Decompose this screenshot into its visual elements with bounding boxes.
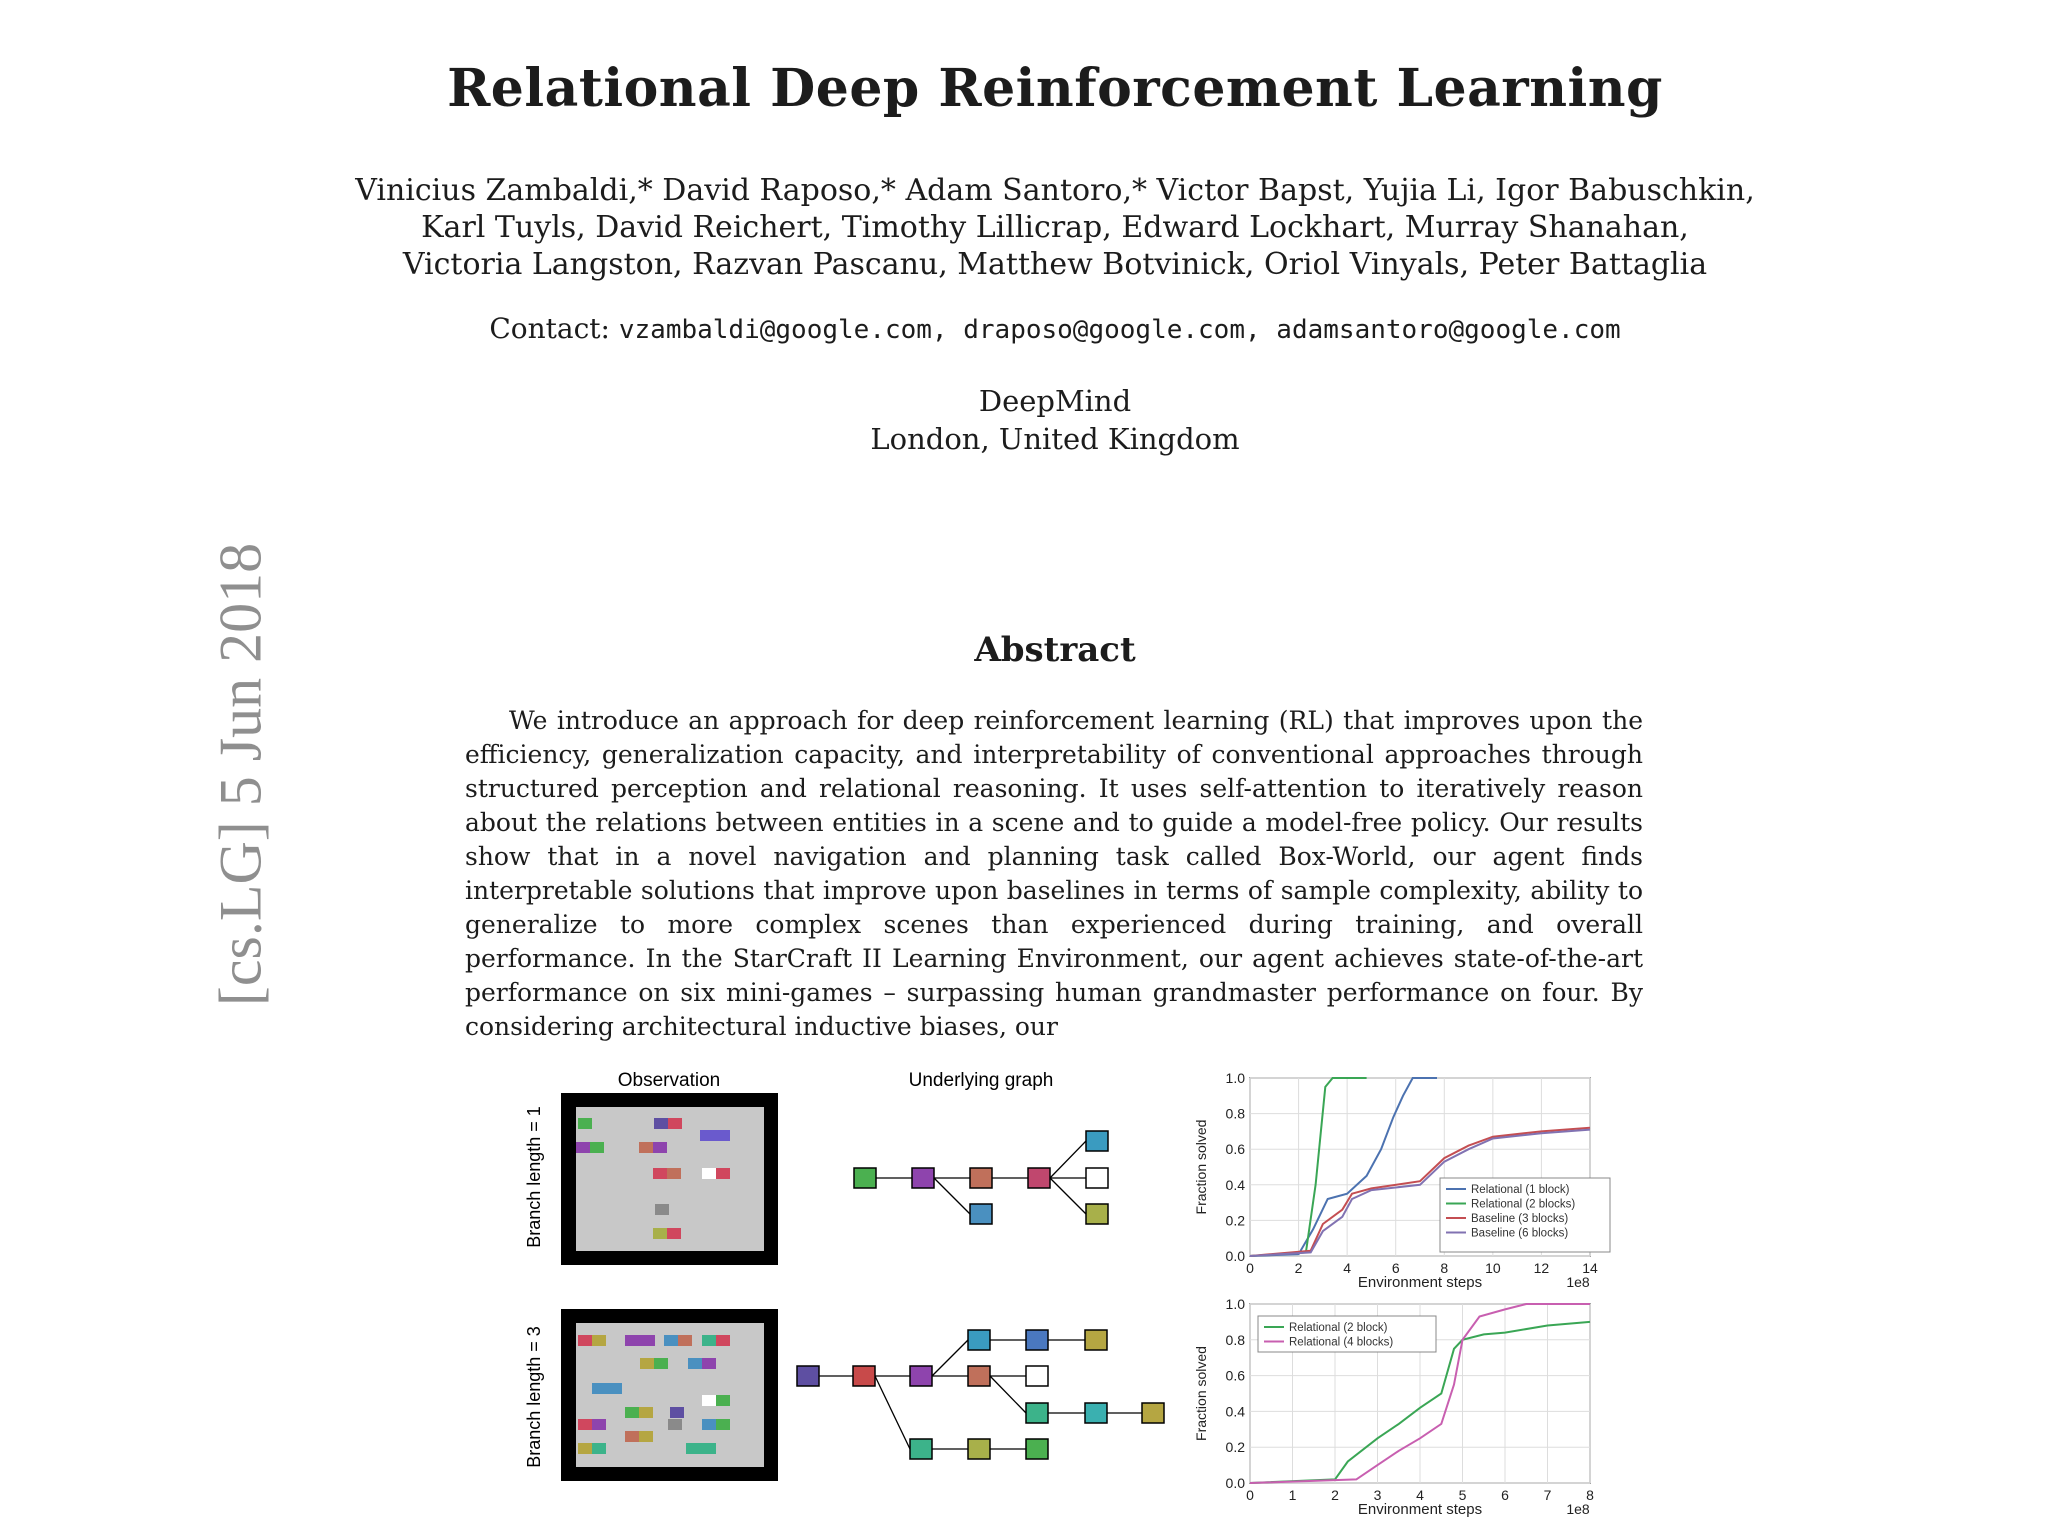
boxworld-observation-2 — [561, 1309, 778, 1481]
institution: DeepMind — [978, 384, 1132, 418]
y-tick-label: 0.8 — [1225, 1331, 1245, 1348]
x-tick-label: 7 — [1543, 1487, 1552, 1503]
x-tick-label: 5 — [1458, 1487, 1467, 1503]
legend-entry: Relational (1 block) — [1471, 1184, 1570, 1196]
y-tick-label: 0.8 — [1225, 1105, 1245, 1122]
y-tick-label: 0.6 — [1225, 1367, 1245, 1384]
underlying-graph-2-nodes — [797, 1330, 1164, 1459]
contact-emails[interactable]: vzambaldi@google.com, draposo@google.com, adamsantoro@google.com — [618, 315, 1621, 345]
x-tick-label: 2 — [1294, 1260, 1303, 1276]
y-tick-label: 0.6 — [1225, 1141, 1245, 1158]
learning-curve-plot-1 — [1193, 1070, 1610, 1291]
boxworld-observation-1 — [561, 1093, 778, 1265]
observation-label: Observation — [617, 1070, 721, 1091]
x-multiplier: 1e8 — [1566, 1501, 1590, 1517]
y-tick-label: 0.4 — [1225, 1403, 1245, 1420]
authors-line-1: Vinicius Zambaldi,* David Raposo,* Adam Santoro,* Victor Bapst, Yujia Li, Igor Babuschkin, — [355, 173, 1755, 208]
x-tick-label: 2 — [1331, 1487, 1339, 1503]
x-axis-label: Environment steps — [1357, 1274, 1483, 1291]
x-tick-label: 12 — [1533, 1260, 1550, 1276]
y-tick-label: 0.0 — [1225, 1248, 1245, 1264]
row2-label: Branch length = 3 — [524, 1326, 544, 1468]
location: London, United Kingdom — [870, 422, 1240, 456]
legend-entry: Baseline (6 blocks) — [1471, 1227, 1569, 1240]
x-tick-label: 3 — [1373, 1487, 1382, 1503]
arxiv-stamp: [cs.LG] 5 Jun 2018 — [207, 542, 274, 1007]
x-tick-label: 8 — [1586, 1487, 1594, 1503]
paper-title: Relational Deep Reinforcement Learning — [447, 58, 1663, 119]
legend-entry: Baseline (3 blocks) — [1471, 1213, 1569, 1225]
x-tick-label: 4 — [1343, 1260, 1352, 1276]
x-tick-label: 0 — [1246, 1487, 1254, 1503]
x-tick-label: 6 — [1391, 1260, 1400, 1276]
x-tick-label: 10 — [1485, 1260, 1501, 1276]
graph-label: Underlying graph — [908, 1070, 1054, 1091]
legend-entry: Relational (2 block) — [1289, 1322, 1388, 1334]
y-tick-label: 0.2 — [1225, 1439, 1245, 1456]
x-multiplier: 1e8 — [1566, 1274, 1590, 1290]
legend-entry: Relational (4 blocks) — [1289, 1336, 1394, 1349]
row1-label: Branch length = 1 — [524, 1106, 544, 1248]
y-tick-label: 0.4 — [1225, 1176, 1245, 1193]
abstract-heading: Abstract — [974, 630, 1136, 670]
legend-entry: Relational (2 blocks) — [1471, 1198, 1576, 1211]
y-axis-label: Fraction solved — [1193, 1119, 1209, 1215]
x-tick-label: 14 — [1582, 1260, 1598, 1276]
y-tick-label: 0.2 — [1225, 1212, 1245, 1229]
y-tick-label: 1.0 — [1225, 1070, 1245, 1086]
x-tick-label: 0 — [1246, 1260, 1254, 1276]
x-tick-label: 1 — [1288, 1487, 1297, 1503]
x-tick-label: 8 — [1440, 1260, 1449, 1276]
authors-line-3: Victoria Langston, Razvan Pascanu, Matthew Botvinick, Oriol Vinyals, Peter Battaglia — [402, 247, 1708, 282]
y-tick-label: 1.0 — [1225, 1296, 1245, 1312]
contact-label: Contact: — [489, 312, 610, 345]
underlying-graph-2 — [819, 1340, 1142, 1449]
y-tick-label: 0.0 — [1225, 1475, 1245, 1491]
authors-line-2: Karl Tuyls, David Reichert, Timothy Lillicrap, Edward Lockhart, Murray Shanahan, — [421, 210, 1689, 245]
learning-curve-plot-2 — [1193, 1296, 1594, 1518]
abstract-text: We introduce an approach for deep reinforcement learning (RL) that improves upon the efficiency, generalization capacity, and interpretability of conventional approaches through structured perception and relational reasoning. It uses self-attention to iteratively reason about the relations between entities in a scene and to guide a model-free policy. Our results show that in a novel navigation and planning task called Box-World, our agent finds interpretable solutions that improve upon baselines in terms of sample complexity, ability to generalize to more complex scenes than experienced during training, and overall performance. In the StarCraft II Learning Environment, our agent achieves state-of-the-art performance on six mini-games – surpassing human grandmaster performance on four. By considering architectural inductive biases, our — [465, 706, 1643, 1041]
x-tick-label: 4 — [1416, 1487, 1424, 1503]
x-axis-label: Environment steps — [1357, 1501, 1483, 1518]
x-tick-label: 6 — [1501, 1487, 1509, 1503]
y-axis-label: Fraction solved — [1193, 1346, 1209, 1441]
